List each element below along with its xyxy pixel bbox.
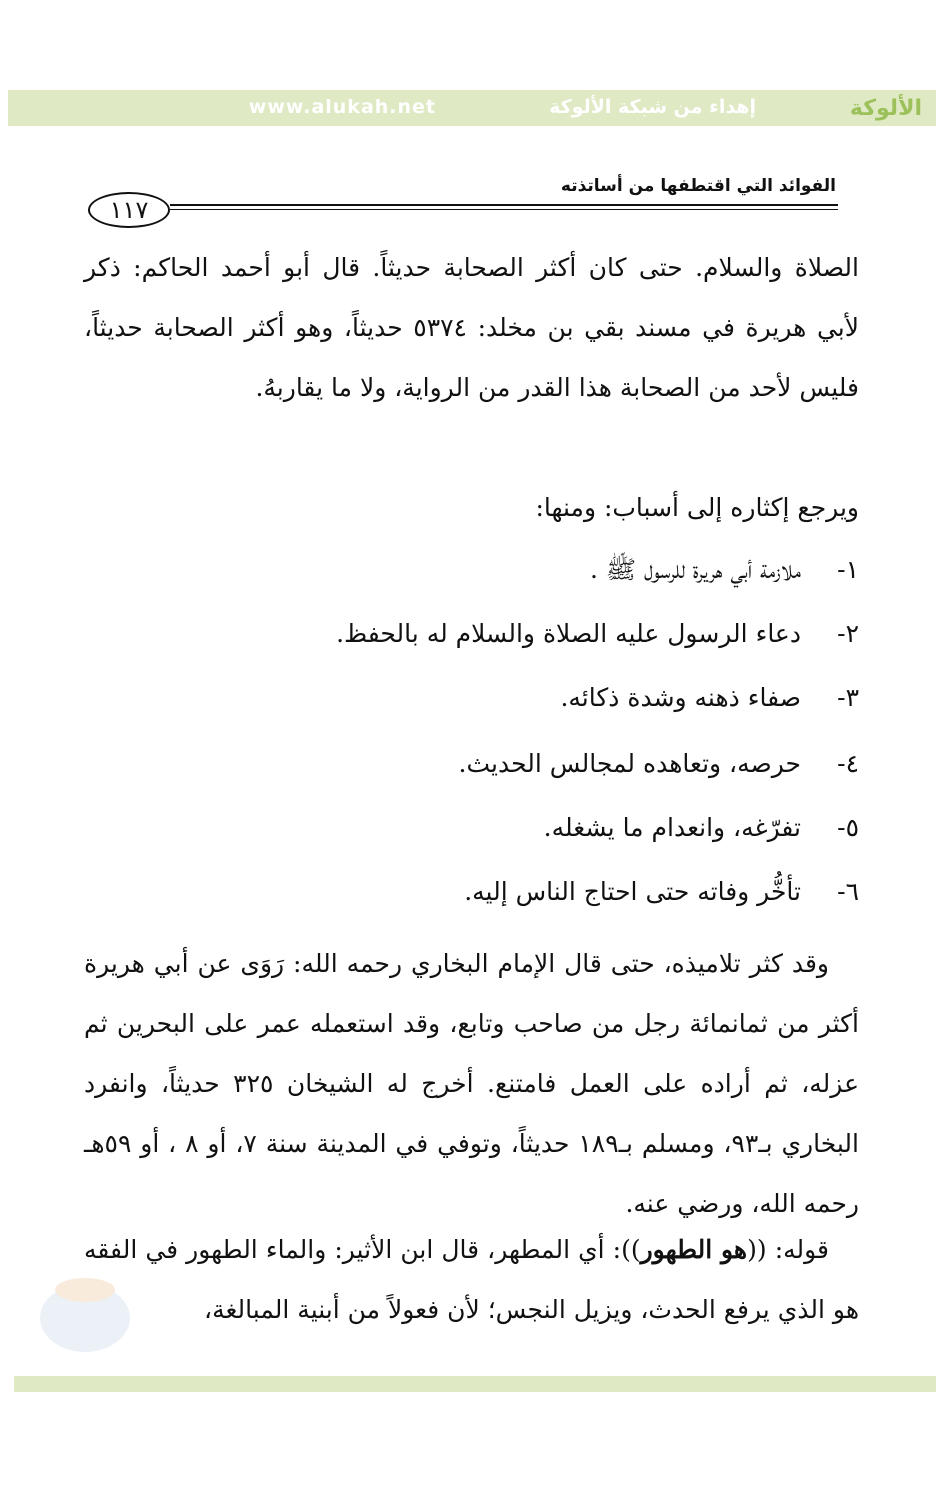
paragraph-4 xyxy=(84,1220,859,1340)
list-text: دعاء الرسول عليه الصلاة والسلام له بالحفظ. xyxy=(336,619,801,648)
list-item xyxy=(544,798,859,858)
banner-site: www.alukah.net xyxy=(248,96,436,118)
quote-rest: )): أي المطهر، قال ابن الأثير: والماء الطهور في الفقه هو الذي يرفع الحدث، ويزيل النجس؛ لأن فعولاً من أبنية المبالغة، xyxy=(84,1235,859,1324)
list-item xyxy=(560,668,859,728)
list-number: ٥- xyxy=(837,813,859,842)
watermark-logo-icon xyxy=(30,1270,140,1360)
list-text: تفرّغه، وانعدام ما يشغله. xyxy=(543,813,801,842)
list-item xyxy=(590,540,859,600)
banner-gift: إهداء من شبكة الألوكة xyxy=(549,96,756,118)
list-text: تأخُّر وفاته حتى احتاج الناس إليه. xyxy=(464,877,801,906)
list-text: ملازمة أبي هريرة للرسول ﷺ . xyxy=(590,555,801,584)
running-header-title: الفوائد التي اقتطفها من أساتذته xyxy=(560,176,836,196)
list-number: ٤- xyxy=(837,749,859,778)
paragraph-3-block xyxy=(84,934,859,1234)
quote-prefix: قوله: (( xyxy=(747,1235,830,1264)
list-item xyxy=(464,862,859,922)
list-item xyxy=(459,734,860,794)
paragraph-1-block xyxy=(84,238,859,418)
bottom-band xyxy=(14,1376,936,1392)
alukah-logo: الألوكة xyxy=(849,95,922,121)
paragraph-2: ويرجع إكثاره إلى أسباب: ومنها: xyxy=(535,493,859,522)
header-rule xyxy=(170,204,838,206)
quote-bold: هو الطهور xyxy=(640,1235,748,1264)
list-number: ٣- xyxy=(837,683,859,712)
page-number: ١١٧ xyxy=(88,192,170,228)
paragraph-2-block xyxy=(535,478,859,538)
list-number: ٢- xyxy=(837,619,859,648)
header-rule-thin xyxy=(170,209,838,210)
paragraph-3: وقد كثر تلاميذه، حتى قال الإمام البخاري رحمه الله: رَوَى عن أبي هريرة أكثر من ثمانمائة رجل من صاحب وتابع، وقد استعمله عمر على البحرين ثم عزله، ثم أراده على العمل فامتنع. أخرج له الشيخان ٣٢٥ حديثاً، وانفرد البخاري بـ٩٣، ومسلم بـ١٨٩ حديثاً، وتوفي في المدينة سنة ٧، أو ٨ ، أو ٥٩هـ رحمه الله، ورضي عنه. xyxy=(84,949,859,1218)
list-text: صفاء ذهنه وشدة ذكائه. xyxy=(560,683,801,712)
list-number: ٦- xyxy=(837,877,859,906)
paragraph-1: الصلاة والسلام. حتى كان أكثر الصحابة حديثاً. قال أبو أحمد الحاكم: ذكر لأبي هريرة في مسند بقي بن مخلد: ٥٣٧٤ حديثاً، وهو أكثر الصحابة حديثاً، فليس لأحد من الصحابة هذا القدر من الرواية، ولا ما يقاربهُ. xyxy=(84,253,860,402)
list-number: ١- xyxy=(837,555,859,584)
list-text: حرصه، وتعاهده لمجالس الحديث. xyxy=(458,749,801,778)
paragraph-4-block xyxy=(84,1220,859,1340)
list-item xyxy=(336,604,859,664)
top-banner xyxy=(8,90,936,126)
